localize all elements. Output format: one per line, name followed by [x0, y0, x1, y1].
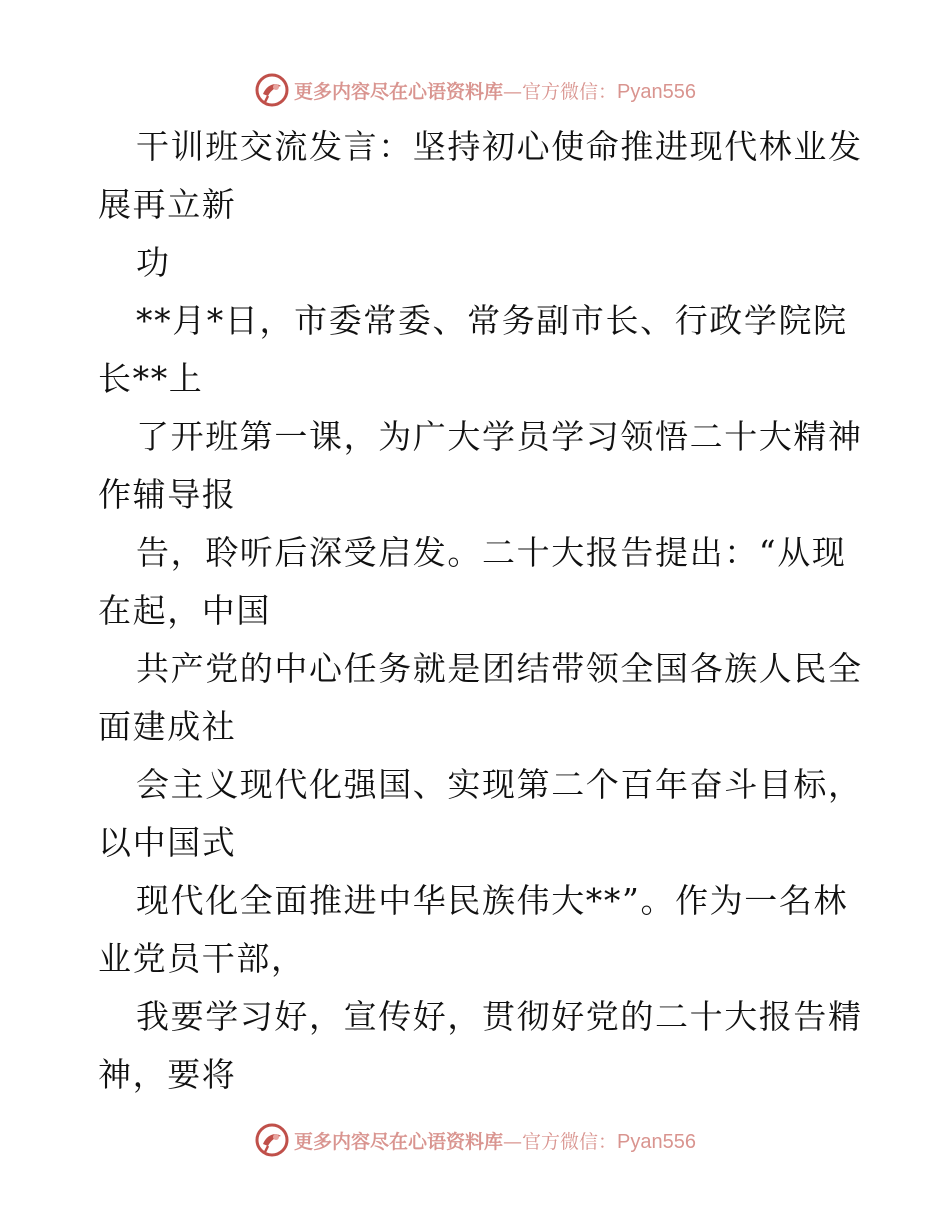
text-line: 功 — [136, 243, 171, 282]
header-banner — [0, 68, 950, 112]
text-line: 告，聆听后深受启发。二十大报告提出：“从现 — [136, 533, 847, 572]
footer-banner — [0, 1118, 950, 1162]
rose-logo-icon — [254, 1122, 290, 1158]
header-text — [294, 77, 696, 104]
text-line: 了开班第一课，为广大学员学习领悟二十大精神 — [136, 417, 863, 456]
text-line: 长**上 — [98, 359, 204, 398]
footer-wechat-id: Pyan556 — [617, 1130, 696, 1153]
footer-separator: — — [503, 1130, 523, 1153]
document-body — [98, 118, 878, 1104]
header-wechat-id: Pyan556 — [617, 80, 696, 103]
header-site-name: 更多内容尽在心语资料库 — [294, 80, 504, 103]
footer-site-name: 更多内容尽在心语资料库 — [294, 1130, 504, 1153]
text-line: 神，要将 — [98, 1055, 237, 1094]
footer-text — [294, 1127, 696, 1154]
text-line: 会主义现代化强国、实现第二个百年奋斗目标， — [136, 765, 863, 804]
header-wechat-label: 官方微信： — [522, 80, 618, 103]
text-line: 在起，中国 — [98, 591, 271, 630]
text-line: 现代化全面推进中华民族伟大**”。作为一名林 — [136, 881, 849, 920]
rose-logo-icon — [254, 72, 290, 108]
text-line: **月*日，市委常委、常务副市长、行政学院院 — [136, 301, 848, 340]
text-line: 以中国式 — [98, 823, 237, 862]
text-line: 共产党的中心任务就是团结带领全国各族人民全 — [136, 649, 863, 688]
text-line: 展再立新 — [98, 185, 237, 224]
text-line: 面建成社 — [98, 707, 237, 746]
text-line: 业党员干部， — [98, 939, 306, 978]
text-line: 作辅导报 — [98, 475, 237, 514]
text-line: 干训班交流发言：坚持初心使命推进现代林业发 — [136, 127, 863, 166]
text-line: 我要学习好，宣传好，贯彻好党的二十大报告精 — [136, 997, 863, 1036]
footer-wechat-label: 官方微信： — [522, 1130, 618, 1153]
header-separator: — — [503, 80, 523, 103]
